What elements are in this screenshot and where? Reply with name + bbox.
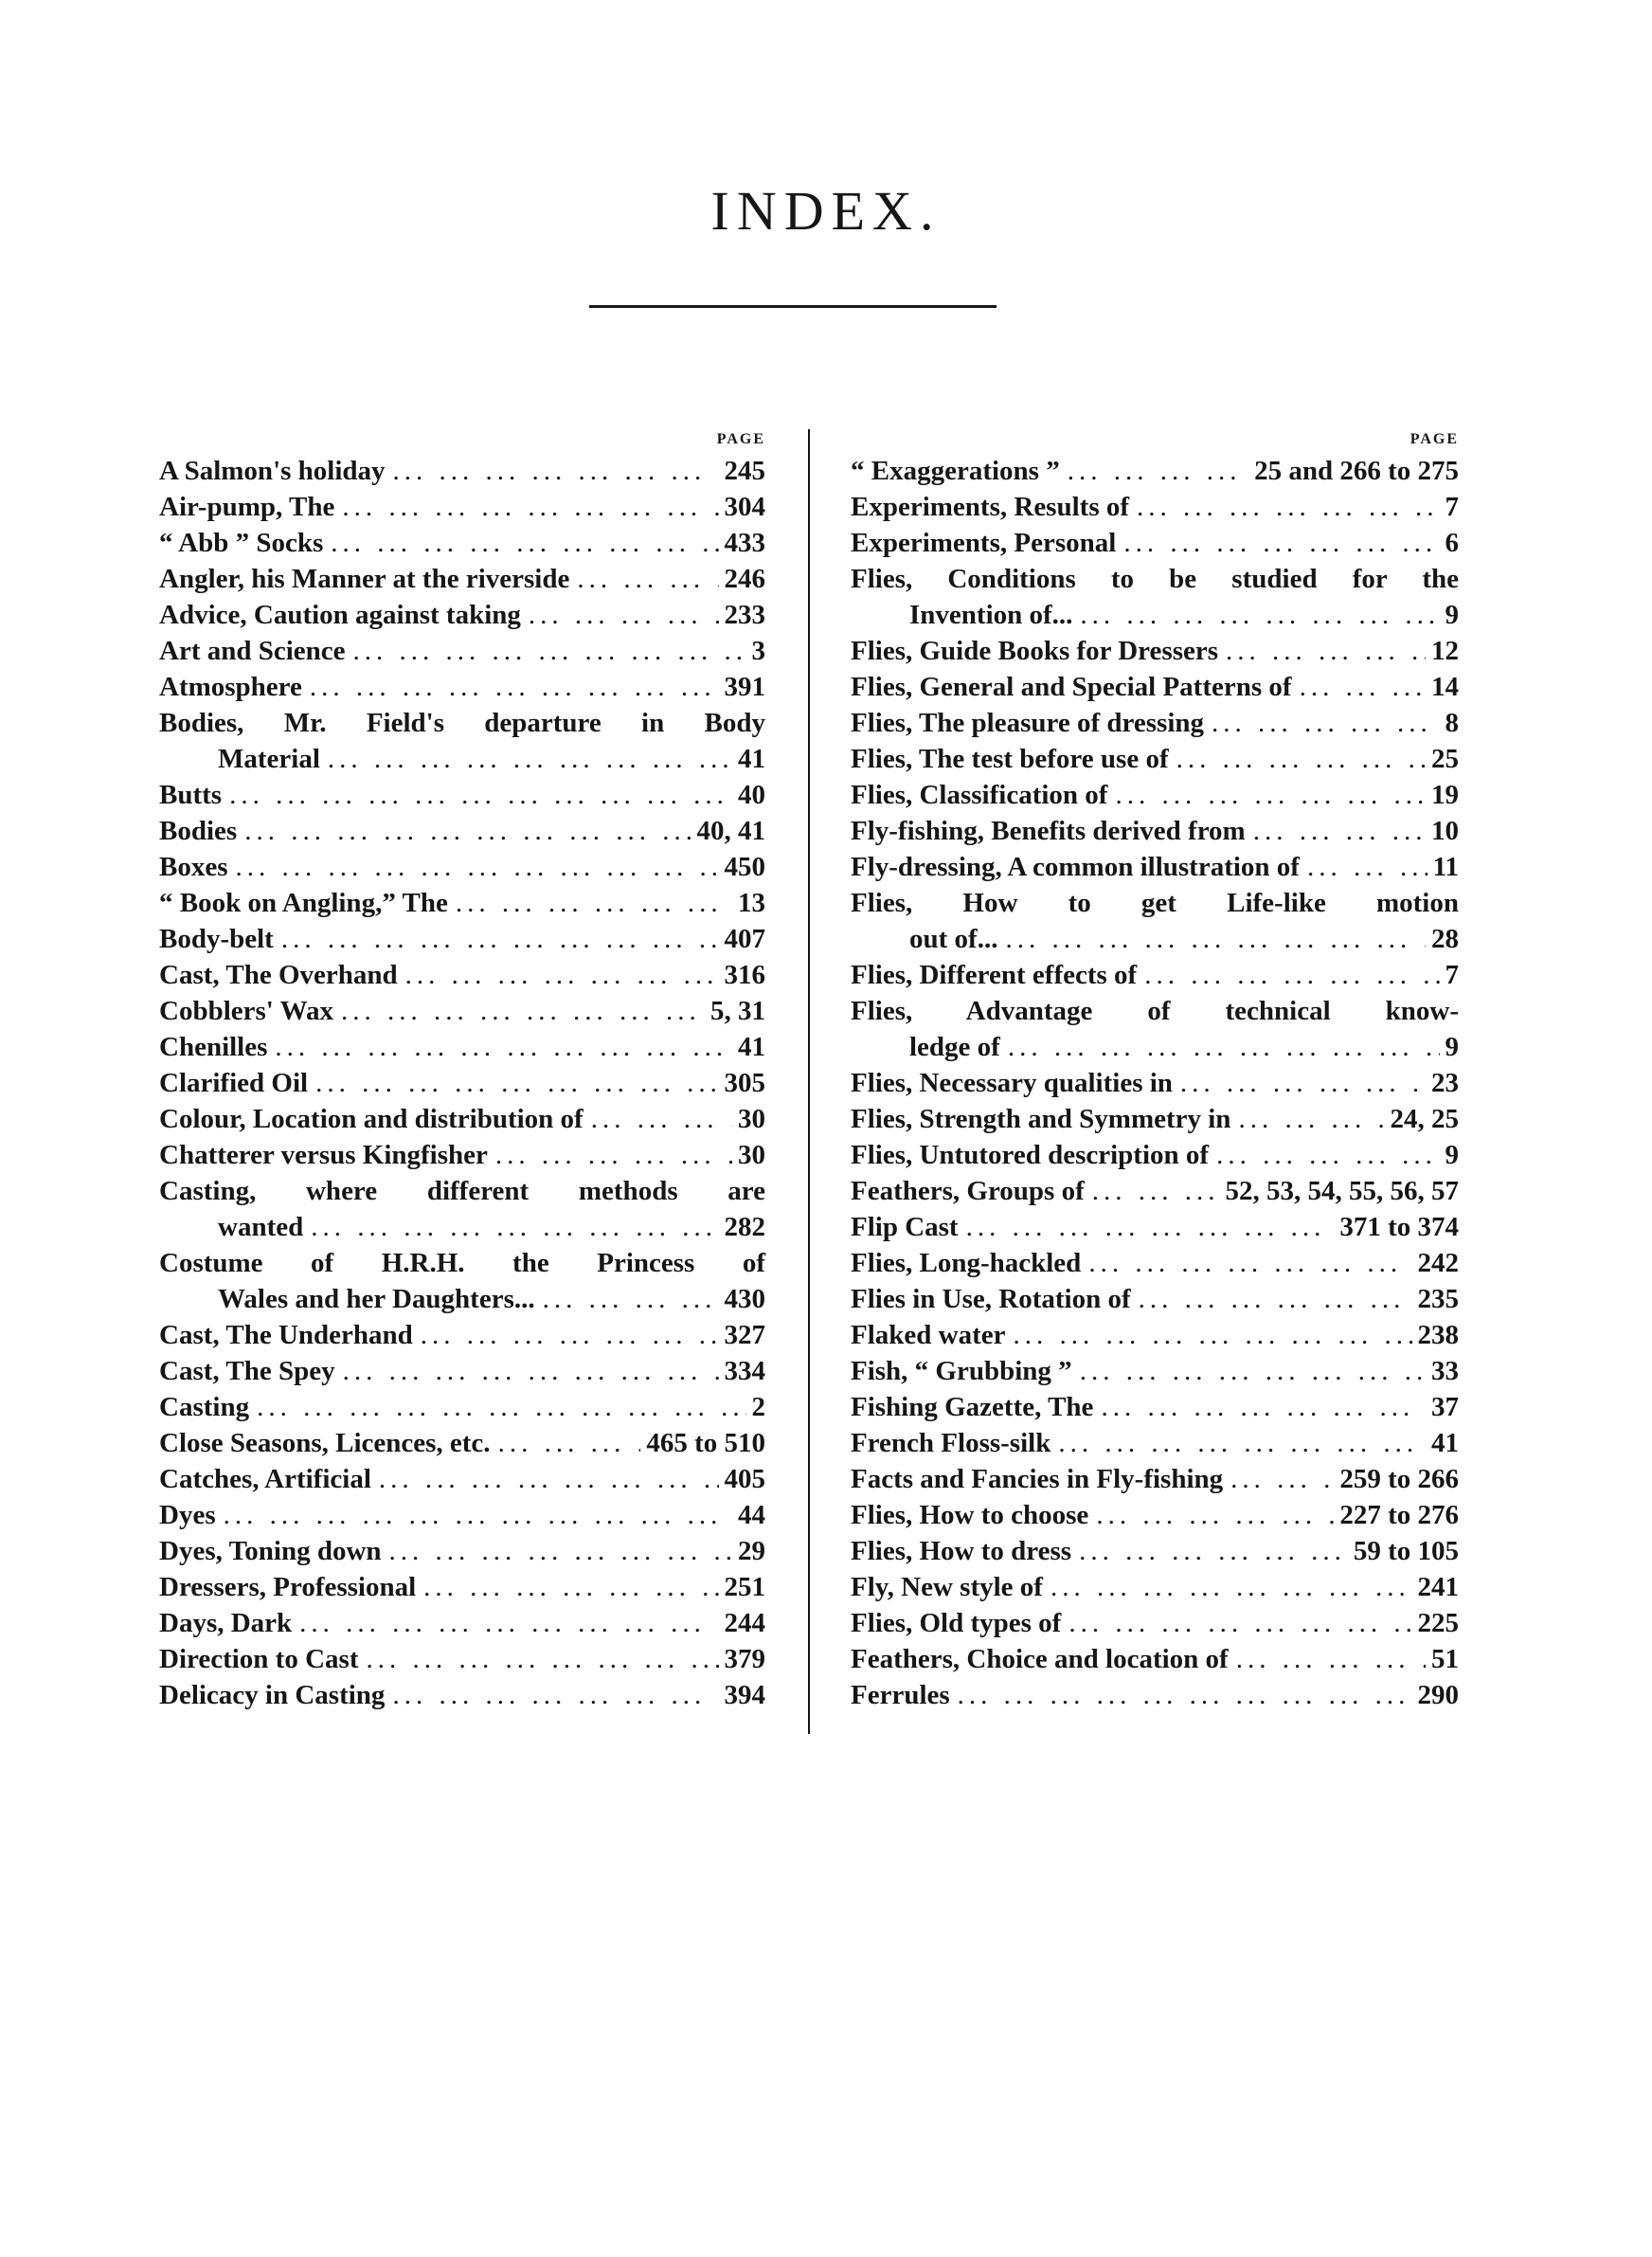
entry-page-number: 407	[724, 924, 765, 954]
leader-dots	[1169, 741, 1426, 777]
entry-page-number: 51	[1431, 1644, 1459, 1674]
leader-dots	[228, 849, 719, 885]
entry-text: Flies, Conditions to be studied for the	[851, 564, 1459, 594]
leader-dots	[382, 1533, 732, 1569]
leader-dots	[237, 813, 691, 849]
entry-text: Body-belt	[159, 924, 274, 954]
entry-page-number: 37	[1431, 1392, 1459, 1422]
entry-text: Clarified Oil	[159, 1068, 309, 1098]
leader-dots	[1093, 1389, 1426, 1425]
index-entry	[851, 813, 1459, 849]
leader-dots	[1129, 489, 1439, 525]
index-entry	[851, 489, 1459, 525]
leader-dots	[1246, 813, 1426, 849]
leader-dots	[222, 777, 732, 813]
index-entry	[851, 1173, 1459, 1209]
entry-page-number: 33	[1431, 1356, 1459, 1386]
entry-page-number: 235	[1417, 1284, 1459, 1314]
entry-text: Flies, The pleasure of dressing	[851, 708, 1205, 738]
leader-dots	[358, 1641, 718, 1677]
entry-page-number: 244	[724, 1608, 765, 1638]
index-entry	[851, 921, 1459, 957]
entry-text: wanted	[218, 1212, 304, 1242]
leader-dots	[1071, 1533, 1348, 1569]
index-entry	[159, 669, 765, 705]
entry-page-number: 25 and 266 to 275	[1254, 456, 1459, 486]
entry-text: Flies, How to get Life-like motion	[851, 888, 1459, 918]
entry-text: Invention of...	[909, 600, 1073, 630]
leader-dots	[1173, 1065, 1426, 1101]
leader-dots	[1085, 1173, 1220, 1209]
entry-text: Fly-fishing, Benefits derived from	[851, 816, 1246, 846]
entry-text: Experiments, Personal	[851, 528, 1117, 558]
entry-text: Flies, Old types of	[851, 1608, 1062, 1638]
leader-dots	[1137, 957, 1439, 993]
entry-text: Cast, The Overhand	[159, 960, 398, 990]
entry-text: Flies, How to dress	[851, 1536, 1072, 1566]
leader-dots	[1060, 453, 1248, 489]
leader-dots	[1081, 1245, 1411, 1281]
leader-dots	[1000, 1029, 1440, 1065]
leader-dots	[335, 1353, 719, 1389]
entry-text: Fly-dressing, A common illustration of	[851, 852, 1300, 882]
entry-text: Chenilles	[159, 1032, 268, 1062]
entry-text: ledge of	[909, 1032, 1000, 1062]
leader-dots	[371, 1461, 719, 1497]
index-entry	[159, 1605, 765, 1641]
leader-dots	[308, 1065, 718, 1101]
index-entry-list	[851, 453, 1459, 1713]
entry-text: Flies, Advantage of technical know-	[851, 996, 1459, 1026]
index-entry	[851, 1101, 1459, 1137]
index-entry	[851, 1209, 1459, 1245]
entry-page-number: 379	[724, 1644, 765, 1674]
entry-page-number: 246	[724, 564, 765, 594]
entry-text: Experiments, Results of	[851, 492, 1130, 522]
leader-dots	[448, 885, 732, 921]
entry-page-number: 13	[738, 888, 765, 918]
entry-text: Cast, The Spey	[159, 1356, 335, 1386]
entry-page-number: 7	[1445, 960, 1459, 990]
entry-text: out of...	[909, 924, 998, 954]
entry-page-number: 316	[724, 960, 765, 990]
entry-text: Costume of H.R.H. the Princess of	[159, 1248, 765, 1278]
entry-page-number: 290	[1417, 1680, 1459, 1710]
entry-text: Casting, where different methods are	[159, 1176, 765, 1206]
entry-text: Flies, Long-hackled	[851, 1248, 1082, 1278]
leader-dots	[1209, 1137, 1439, 1173]
entry-page-number: 327	[724, 1320, 765, 1350]
entry-text: Fishing Gazette, The	[851, 1392, 1094, 1422]
index-entry	[159, 633, 765, 669]
index-entry-list	[159, 453, 765, 1713]
leader-dots	[488, 1137, 732, 1173]
leader-dots	[584, 1101, 732, 1137]
index-entry	[159, 453, 765, 489]
index-entry	[159, 1065, 765, 1101]
entry-page-number: 238	[1417, 1320, 1459, 1350]
leader-dots	[1043, 1569, 1412, 1605]
entry-text: Advice, Caution against taking	[159, 600, 521, 630]
entry-page-number: 465 to 510	[646, 1428, 765, 1458]
entry-text: Dyes	[159, 1500, 216, 1530]
entry-text: Flies, Guide Books for Dressers	[851, 636, 1219, 666]
page-column-header: PAGE	[716, 431, 765, 447]
index-entry	[851, 633, 1459, 669]
entry-text: Cast, The Underhand	[159, 1320, 413, 1350]
entry-text: Catches, Artificial	[159, 1464, 371, 1494]
entry-page-number: 241	[1417, 1572, 1459, 1602]
leader-dots	[413, 1317, 719, 1353]
entry-page-number: 430	[724, 1284, 765, 1314]
index-column-right	[851, 426, 1459, 1713]
entry-text: Flies, Classification of	[851, 780, 1108, 810]
title-rule	[589, 305, 997, 308]
leader-dots	[274, 921, 719, 957]
index-entry	[851, 777, 1459, 813]
index-entry	[851, 957, 1459, 993]
leader-dots	[1223, 1461, 1334, 1497]
leader-dots	[1131, 1281, 1412, 1317]
entry-page-number: 11	[1432, 852, 1459, 882]
index-column-left	[159, 426, 765, 1713]
entry-text: Flies, General and Special Patterns of	[851, 672, 1292, 702]
leader-dots	[386, 453, 719, 489]
entry-text: Flies, The test before use of	[851, 744, 1169, 774]
leader-dots	[535, 1281, 719, 1317]
index-entry	[159, 525, 765, 561]
entry-page-number: 7	[1445, 492, 1459, 522]
index-entry	[851, 1029, 1459, 1065]
entry-text: Fish, “ Grubbing ”	[851, 1356, 1072, 1386]
entry-text: Flies, Untutored description of	[851, 1140, 1210, 1170]
index-entry	[851, 669, 1459, 705]
index-entry	[851, 561, 1459, 597]
index-entry	[851, 1065, 1459, 1101]
entry-page-number: 3	[751, 636, 765, 666]
entry-page-number: 391	[724, 672, 765, 702]
entry-text: Chatterer versus Kingfisher	[159, 1140, 488, 1170]
entry-text: Colour, Location and distribution of	[159, 1104, 584, 1134]
leader-dots	[1229, 1641, 1426, 1677]
entry-text: Direction to Cast	[159, 1644, 359, 1674]
entry-page-number: 227 to 276	[1339, 1500, 1459, 1530]
leader-dots	[1006, 1317, 1412, 1353]
leader-dots	[267, 1029, 732, 1065]
index-entry	[159, 1281, 765, 1317]
index-entry	[851, 1605, 1459, 1641]
leader-dots	[1300, 849, 1428, 885]
entry-text: Butts	[159, 780, 223, 810]
entry-text: Ferrules	[851, 1680, 950, 1710]
index-entry	[159, 1029, 765, 1065]
leader-dots	[950, 1677, 1412, 1713]
entry-text: Flies in Use, Rotation of	[851, 1284, 1131, 1314]
leader-dots	[1061, 1605, 1411, 1641]
entry-page-number: 12	[1431, 636, 1459, 666]
leader-dots	[1072, 597, 1439, 633]
entry-text: Flies, Strength and Symmetry in	[851, 1104, 1231, 1134]
entry-text: Bodies, Mr. Field's departure in Body	[159, 708, 765, 738]
index-entry	[851, 1641, 1459, 1677]
entry-page-number: 9	[1445, 1032, 1459, 1062]
leader-dots	[1107, 777, 1426, 813]
entry-text: Wales and her Daughters...	[218, 1284, 535, 1314]
index-entry	[159, 777, 765, 813]
index-entry	[159, 1173, 765, 1209]
leader-dots	[249, 1389, 745, 1425]
entry-text: Air-pump, The	[159, 492, 335, 522]
column-divider	[808, 429, 810, 1734]
entry-text: Facts and Fancies in Fly-fishing	[851, 1464, 1224, 1494]
leader-dots	[302, 669, 719, 705]
entry-text: “ Abb ” Socks	[159, 528, 324, 558]
entry-page-number: 28	[1431, 924, 1459, 954]
index-entry	[159, 813, 765, 849]
entry-page-number: 394	[724, 1680, 765, 1710]
entry-text: Close Seasons, Licences, etc.	[159, 1428, 491, 1458]
index-entry	[851, 1353, 1459, 1389]
index-entry	[159, 885, 765, 921]
index-entry	[159, 921, 765, 957]
leader-dots	[416, 1569, 718, 1605]
entry-text: Boxes	[159, 852, 228, 882]
index-entry	[851, 1461, 1459, 1497]
leader-dots	[1088, 1497, 1334, 1533]
entry-page-number: 405	[724, 1464, 765, 1494]
entry-page-number: 433	[724, 528, 765, 558]
index-entry	[159, 1425, 765, 1461]
leader-dots	[1072, 1353, 1426, 1389]
entry-page-number: 41	[1431, 1428, 1459, 1458]
entry-page-number: 233	[724, 600, 765, 630]
index-entry	[159, 1461, 765, 1497]
index-entry	[851, 1317, 1459, 1353]
index-entry	[851, 1281, 1459, 1317]
entry-text: “ Book on Angling,” The	[159, 888, 448, 918]
index-entry	[851, 1497, 1459, 1533]
entry-page-number: 2	[751, 1392, 765, 1422]
entry-page-number: 245	[724, 456, 765, 486]
entry-page-number: 242	[1417, 1248, 1459, 1278]
leader-dots	[320, 741, 732, 777]
entry-page-number: 30	[738, 1104, 765, 1134]
entry-text: Angler, his Manner at the riverside	[159, 564, 570, 594]
leader-dots	[491, 1425, 641, 1461]
entry-page-number: 259 to 266	[1339, 1464, 1459, 1494]
entry-text: Days, Dark	[159, 1608, 293, 1638]
index-entry	[851, 1425, 1459, 1461]
index-entry	[851, 993, 1459, 1029]
entry-text: Atmosphere	[159, 672, 302, 702]
entry-text: Flaked water	[851, 1320, 1006, 1350]
entry-text: Bodies	[159, 816, 238, 846]
entry-page-number: 371 to 374	[1339, 1212, 1459, 1242]
leader-dots	[292, 1605, 718, 1641]
index-entry	[851, 741, 1459, 777]
entry-text: Flies, Different effects of	[851, 960, 1138, 990]
entry-page-number: 41	[738, 1032, 765, 1062]
index-entry	[851, 705, 1459, 741]
entry-page-number: 52, 53, 54, 55, 56, 57	[1225, 1176, 1459, 1206]
index-entry	[159, 1101, 765, 1137]
leader-dots	[334, 489, 718, 525]
entry-text: Art and Science	[159, 636, 346, 666]
entry-page-number: 9	[1445, 1140, 1459, 1170]
index-entry	[159, 1641, 765, 1677]
index-entry	[159, 849, 765, 885]
leader-dots	[346, 633, 746, 669]
index-entry	[851, 525, 1459, 561]
index-entry	[851, 849, 1459, 885]
entry-text: Cobblers' Wax	[159, 996, 333, 1026]
entry-page-number: 41	[738, 744, 765, 774]
entry-text: Flies, Necessary qualities in	[851, 1068, 1173, 1098]
entry-page-number: 14	[1431, 672, 1459, 702]
index-entry	[159, 597, 765, 633]
entry-page-number: 450	[724, 852, 765, 882]
leader-dots	[521, 597, 719, 633]
entry-text: Dressers, Professional	[159, 1572, 417, 1602]
leader-dots	[385, 1677, 718, 1713]
index-entry	[851, 1137, 1459, 1173]
entry-text: Flip Cast	[851, 1212, 959, 1242]
entry-text: Fly, New style of	[851, 1572, 1043, 1602]
entry-page-number: 59 to 105	[1353, 1536, 1459, 1566]
index-entry	[851, 597, 1459, 633]
index-entry	[851, 1245, 1459, 1281]
entry-text: Casting	[159, 1392, 250, 1422]
index-entry	[159, 489, 765, 525]
index-entry	[159, 993, 765, 1029]
entry-page-number: 25	[1431, 744, 1459, 774]
leader-dots	[1204, 705, 1439, 741]
leader-dots	[1292, 669, 1426, 705]
entry-page-number: 5, 31	[710, 996, 765, 1026]
entry-text: Dyes, Toning down	[159, 1536, 382, 1566]
entry-page-number: 8	[1445, 708, 1459, 738]
entry-text: A Salmon's holiday	[159, 456, 386, 486]
leader-dots	[1116, 525, 1439, 561]
index-entry	[159, 1209, 765, 1245]
leader-dots	[333, 993, 705, 1029]
index-entry	[159, 1137, 765, 1173]
entry-page-number: 10	[1431, 816, 1459, 846]
leader-dots	[997, 921, 1426, 957]
index-entry	[159, 1497, 765, 1533]
entry-page-number: 304	[724, 492, 765, 522]
entry-page-number: 40	[738, 780, 765, 810]
entry-text: Feathers, Choice and location of	[851, 1644, 1229, 1674]
index-entry	[851, 453, 1459, 489]
index-entry	[159, 1245, 765, 1281]
entry-page-number: 282	[724, 1212, 765, 1242]
index-entry	[851, 1569, 1459, 1605]
entry-page-number: 19	[1431, 780, 1459, 810]
page-column-header: PAGE	[1410, 431, 1459, 447]
index-entry	[851, 1677, 1459, 1713]
index-entry	[159, 957, 765, 993]
entry-text: Material	[218, 744, 320, 774]
leader-dots	[323, 525, 718, 561]
leader-dots	[303, 1209, 718, 1245]
entry-page-number: 29	[738, 1536, 765, 1566]
entry-text: Delicacy in Casting	[159, 1680, 386, 1710]
index-entry	[159, 1677, 765, 1713]
entry-text: “ Exaggerations ”	[851, 456, 1060, 486]
entry-page-number: 251	[724, 1572, 765, 1602]
index-entry	[159, 741, 765, 777]
entry-page-number: 305	[724, 1068, 765, 1098]
index-entry	[159, 1353, 765, 1389]
entry-page-number: 44	[738, 1500, 765, 1530]
leader-dots	[216, 1497, 732, 1533]
entry-page-number: 23	[1431, 1068, 1459, 1098]
leader-dots	[398, 957, 719, 993]
entry-page-number: 30	[738, 1140, 765, 1170]
entry-text: Flies, How to choose	[851, 1500, 1089, 1530]
leader-dots	[1230, 1101, 1384, 1137]
leader-dots	[1218, 633, 1426, 669]
entry-text: Feathers, Groups of	[851, 1176, 1085, 1206]
entry-page-number: 334	[724, 1356, 765, 1386]
index-entry	[159, 561, 765, 597]
entry-page-number: 24, 25	[1390, 1104, 1459, 1134]
index-entry	[159, 1389, 765, 1425]
entry-page-number: 9	[1445, 600, 1459, 630]
index-entry	[159, 705, 765, 741]
entry-page-number: 225	[1417, 1608, 1459, 1638]
entry-page-number: 40, 41	[696, 816, 765, 846]
index-entry	[851, 1389, 1459, 1425]
entry-text: French Floss-silk	[851, 1428, 1051, 1458]
leader-dots	[959, 1209, 1335, 1245]
index-entry	[851, 885, 1459, 921]
leader-dots	[569, 561, 718, 597]
page-title: INDEX.	[710, 179, 942, 242]
leader-dots	[1050, 1425, 1426, 1461]
entry-page-number: 6	[1445, 528, 1459, 558]
index-entry	[159, 1533, 765, 1569]
index-entry	[851, 1533, 1459, 1569]
index-entry	[159, 1317, 765, 1353]
index-entry	[159, 1569, 765, 1605]
